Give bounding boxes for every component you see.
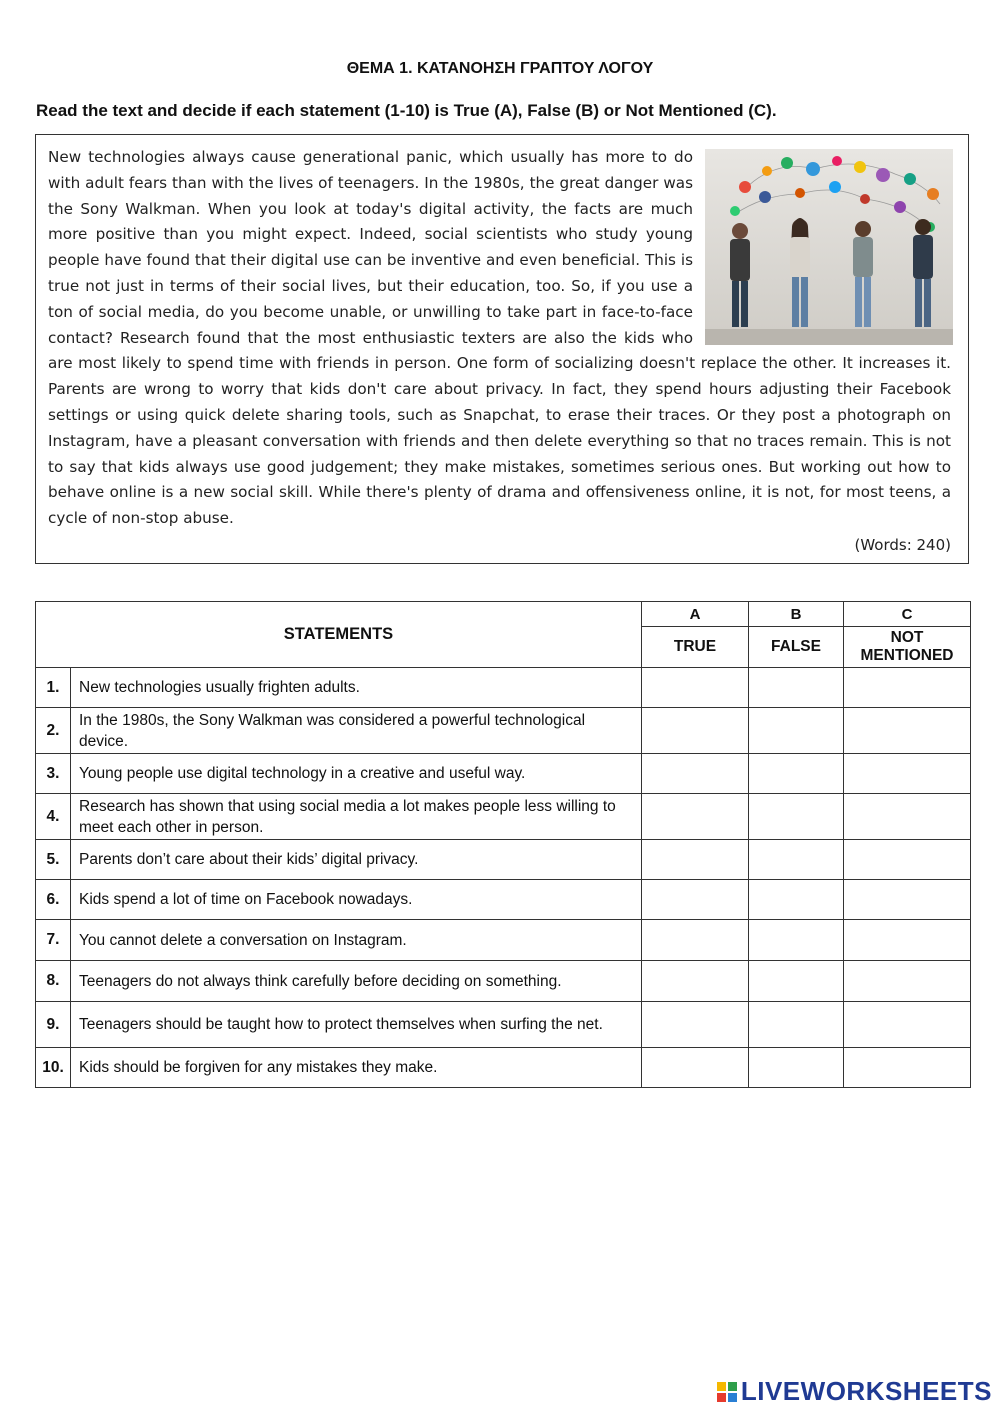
table-row: [36, 920, 971, 961]
answer-cell-c[interactable]: [844, 668, 971, 708]
table-row: [36, 708, 971, 754]
table-row: [36, 961, 971, 1002]
answer-cell-b[interactable]: [749, 961, 844, 1002]
liveworksheets-logo: [717, 1376, 992, 1407]
answer-cell-b[interactable]: [749, 1048, 844, 1088]
answer-cell-c[interactable]: [844, 708, 971, 754]
answer-cell-b[interactable]: [749, 1002, 844, 1048]
answer-cell-b[interactable]: [749, 880, 844, 920]
answer-cell-c[interactable]: [844, 1048, 971, 1088]
table-row: [36, 1048, 971, 1088]
statement-text: New technologies usually frighten adults.: [71, 668, 642, 708]
reading-passage-box: [35, 134, 969, 564]
statement-number: 2.: [36, 708, 71, 754]
column-letter-a: A: [642, 602, 749, 627]
statement-number: 6.: [36, 880, 71, 920]
statement-text: Teenagers do not always think carefully before deciding on something.: [71, 961, 642, 1002]
column-label-true: TRUE: [642, 627, 749, 668]
answer-cell-b[interactable]: [749, 708, 844, 754]
answer-cell-a[interactable]: [642, 708, 749, 754]
instructions: Read the text and decide if each statement (1-10) is True (A), False (B) or Not Mentioned (C).: [36, 101, 777, 120]
table-row: [36, 668, 971, 708]
statement-number: 3.: [36, 754, 71, 794]
column-letter-b: B: [749, 602, 844, 627]
statement-number: 9.: [36, 1002, 71, 1048]
answer-cell-c[interactable]: [844, 1002, 971, 1048]
answer-cell-a[interactable]: [642, 668, 749, 708]
table-row: [36, 794, 971, 840]
table-row: [36, 754, 971, 794]
column-letter-c: C: [844, 602, 971, 627]
teenagers-with-phones-image: [705, 149, 953, 345]
statement-number: 4.: [36, 794, 71, 840]
answer-cell-c[interactable]: [844, 754, 971, 794]
answer-cell-c[interactable]: [844, 961, 971, 1002]
statement-number: 1.: [36, 668, 71, 708]
answer-cell-b[interactable]: [749, 794, 844, 840]
answer-cell-c[interactable]: [844, 880, 971, 920]
statement-number: 7.: [36, 920, 71, 961]
answer-cell-a[interactable]: [642, 1002, 749, 1048]
word-count: (Words: 240): [854, 536, 951, 554]
logo-text: LIVEWORKSHEETS: [740, 1376, 992, 1406]
answer-cell-b[interactable]: [749, 668, 844, 708]
answer-cell-a[interactable]: [642, 961, 749, 1002]
answer-cell-a[interactable]: [642, 794, 749, 840]
column-label-false: FALSE: [749, 627, 844, 668]
section-heading: ΘΕΜΑ 1. ΚΑΤΑΝΟΗΣΗ ΓΡΑΠΤΟΥ ΛΟΓΟΥ: [346, 60, 654, 77]
statement-text: In the 1980s, the Sony Walkman was considered a powerful technological device.: [71, 708, 642, 754]
answer-cell-a[interactable]: [642, 880, 749, 920]
column-label-not-mentioned: NOT MENTIONED: [844, 627, 971, 668]
statement-text: Kids should be forgiven for any mistakes they make.: [71, 1048, 642, 1088]
statement-text: Parents don’t care about their kids’ digital privacy.: [71, 840, 642, 880]
answer-cell-b[interactable]: [749, 840, 844, 880]
statement-text: Kids spend a lot of time on Facebook nowadays.: [71, 880, 642, 920]
statements-table: [35, 601, 971, 1088]
statement-number: 5.: [36, 840, 71, 880]
answer-cell-c[interactable]: [844, 840, 971, 880]
statement-text: Research has shown that using social media a lot makes people less willing to meet each other in person.: [71, 794, 642, 840]
answer-cell-a[interactable]: [642, 920, 749, 961]
table-row: [36, 880, 971, 920]
statements-header: STATEMENTS: [36, 602, 642, 668]
answer-cell-c[interactable]: [844, 920, 971, 961]
statement-text: Teenagers should be taught how to protect themselves when surfing the net.: [71, 1002, 642, 1048]
logo-squares-icon: [717, 1382, 737, 1402]
statement-number: 10.: [36, 1048, 71, 1088]
statement-number: 8.: [36, 961, 71, 1002]
answer-cell-a[interactable]: [642, 840, 749, 880]
table-row: [36, 1002, 971, 1048]
answer-cell-b[interactable]: [749, 754, 844, 794]
answer-cell-a[interactable]: [642, 754, 749, 794]
statement-text: You cannot delete a conversation on Instagram.: [71, 920, 642, 961]
answer-cell-b[interactable]: [749, 920, 844, 961]
passage-text: New technologies always cause generational panic, which usually has more to do with adult fears than with the lives of teenagers. In the 1980s, the great danger was the Sony Walkman. When you look at today's digital activity, the facts are much more positive than you might expect. Indeed, social scientists who study young people have found that their digital use can be inventive and even beneficial. This is true not just in terms of their social lives, but their education, too. So, if you use a ton of social media, do you become unable, or unwilling to take part in face-to-face contact? Research found that the most enthusiastic texters are also the kids who are most likely to spend time with friends in person. One form of socializing doesn't replace the other. It increases it. Parents are wrong to worry that kids don't care about privacy. In fact, they spend hours adjusting their Facebook settings or using quick delete sharing tools, such as Snapchat, to erase their traces. Or they post a photograph on Instagram, have a pleasant conversation with friends and then delete everything so that no traces remain. This is not to say that kids always use good judgement; they make mistakes, sometimes serious ones. But working out how to behave online is a new social skill. While there's plenty of drama and offensiveness online, it is not, for most teens, a cycle of non-stop abuse.: [48, 148, 951, 528]
table-row: [36, 840, 971, 880]
statement-text: Young people use digital technology in a creative and useful way.: [71, 754, 642, 794]
answer-cell-a[interactable]: [642, 1048, 749, 1088]
answer-cell-c[interactable]: [844, 794, 971, 840]
